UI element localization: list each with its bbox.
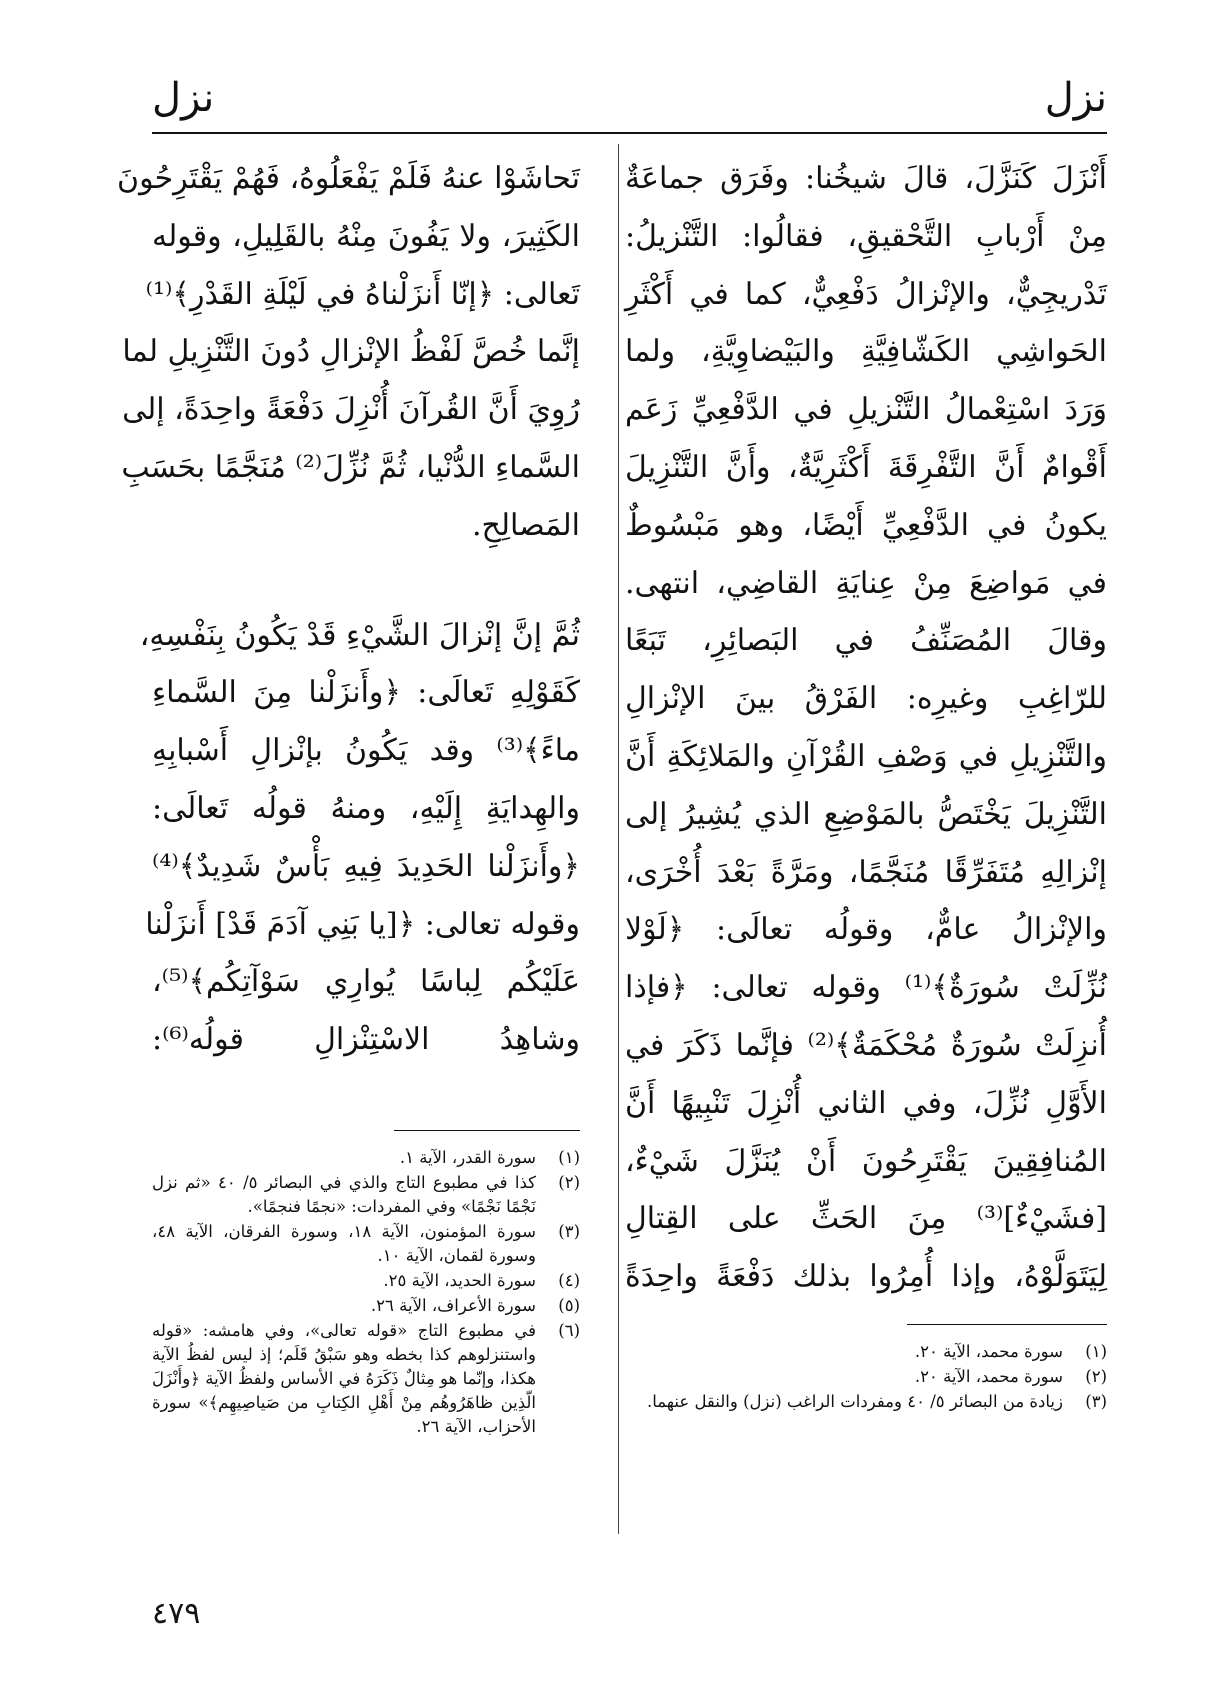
footnote-rule-right xyxy=(907,1324,1107,1325)
right-column xyxy=(625,150,1107,1306)
text-line: وقالَ المُصَنِّفُ في البَصائِرِ، تَبَعًا xyxy=(625,623,1107,659)
running-head-right: نزل xyxy=(1044,75,1107,121)
paragraph-gap xyxy=(152,555,580,607)
text-line: أُنزِلَتْ سُورَةٌ مُحْكَمَةٌ﴾⁽²⁾ فإنَّما ذَكَرَ في xyxy=(625,1027,1107,1063)
text-line: تَدْريجِيٌّ، والإنْزالُ دَفْعِيٌّ، كما في أَكْثَرِ xyxy=(625,276,1107,312)
header-rule xyxy=(152,132,1107,134)
text-line: [فشَيْءٌ]⁽³⁾ مِنَ الحَثِّ على القِتالِ xyxy=(625,1201,1107,1237)
text-line: كَقَوْلِهِ تَعالَى: ﴿وأَنزَلْنا مِنَ السَّماءِ xyxy=(152,675,580,711)
footnote-number: (٣) xyxy=(1085,1392,1107,1411)
footnote-number: (٢) xyxy=(558,1173,580,1192)
text-line: لِيَتَوَلَّوْهُ، وإذا أُمِرُوا بذلك دَفْعَةً واحِدَةً xyxy=(625,1259,1107,1295)
text-line: الكَثِيرَ، ولا يَفُونَ مِنْهُ بالقَلِيلِ، وقوله xyxy=(152,218,580,254)
text-line: والهِدايَةِ إِلَيْهِ، ومنهُ قولُه تَعالَى: xyxy=(152,790,580,826)
text-line: مِنْ أَرْبابِ التَّحْقيقِ، فقالُوا: التَّنْزيلُ: xyxy=(625,218,1107,254)
text-line: رُوِيَ أَنَّ القُرآنَ أُنْزِلَ دَفْعَةً واحِدَةً، إلى xyxy=(122,392,580,428)
footnote-text: سورة القدر، الآية ١. xyxy=(399,1148,536,1167)
footnote-number: (٦) xyxy=(558,1321,580,1340)
text-line: والإنْزالُ عامٌّ، وقولُه تعالَى: ﴿لَوْلا xyxy=(625,912,1107,948)
text-line: عَلَيْكُم لِباسًا يُوارِي سَوْآتِكُم﴾⁽⁵⁾، xyxy=(152,964,580,1000)
footnote xyxy=(152,1294,580,1318)
text-line: وَرَدَ اسْتِعْمالُ التَّنْزيلِ في الدَّفْعِيِّ زَعَم xyxy=(625,392,1107,428)
footnote xyxy=(152,1220,580,1268)
text-line: المَصالِحِ. xyxy=(471,507,580,543)
text-line: نُزِّلَتْ سُورَةٌ﴾⁽¹⁾ وقوله تعالى: ﴿فإذا xyxy=(625,970,1107,1006)
footnote-text: كذا في مطبوع التاج والذي في البصائر ٥/ ٤٠ «ثم نزل نَجْمًا نَجْمًا» وفي المفردات: «نجمًا فنجمًا». xyxy=(152,1173,536,1216)
text-line: إنْزالِهِ مُتَفَرِّقًا مُنَجَّمًا، ومَرَّةً بَعْدَ أُخْرَى، xyxy=(625,854,1107,890)
text-line: أَنْزَلَ كَنَزَّلَ، قالَ شيخُنا: وفَرَق جماعَةٌ xyxy=(625,161,1107,196)
footnote-text: سورة المؤمنون، الآية ١٨، وسورة الفرقان، الآية ٤٨، وسورة لقمان، الآية ١٠. xyxy=(152,1222,536,1265)
footnote xyxy=(625,1365,1107,1389)
footnote xyxy=(152,1171,580,1219)
footnote xyxy=(152,1146,580,1170)
text-line: أَقْوامٌ أَنَّ التَّفْرِقَةَ أَكْثَرِيَّةٌ، وأَنَّ التَّنْزِيلَ xyxy=(625,449,1107,485)
footnote-text: سورة الأعراف، الآية ٢٦. xyxy=(370,1296,536,1315)
text-line: المُنافِقِينَ يَقْتَرِحُونَ أَنْ يُنَزَّلَ شَيْءٌ، xyxy=(625,1143,1107,1179)
text-line: السَّماءِ الدُّنْيا، ثُمَّ نُزِّلَ⁽²⁾ مُنَجَّمًا بحَسَبِ xyxy=(121,449,580,485)
text-line: تَحاشَوْا عنهُ فَلَمْ يَفْعَلُوهُ، فَهُمْ يَقْتَرِحُونَ xyxy=(117,161,580,196)
footnote-text: سورة الحديد، الآية ٢٥. xyxy=(383,1271,536,1290)
left-column xyxy=(117,150,580,1069)
text-line: الأَوَّلِ نُزِّلَ، وفي الثاني أُنْزِلَ تَنْبِيهًا أَنَّ xyxy=(625,1085,1107,1121)
footnote-number: (١) xyxy=(1085,1342,1107,1361)
footnote-rule-left xyxy=(394,1130,580,1131)
text-line: وشاهِدُ الاسْتِنْزالِ قولُه⁽⁶⁾: xyxy=(152,1022,580,1058)
footnote-text: زيادة من البصائر ٥/ ٤٠ ومفردات الراغب (نزل) والنقل عنهما. xyxy=(646,1392,1063,1411)
text-line: ﴿وأَنزَلْنا الحَدِيدَ فِيهِ بَأْسٌ شَدِيدٌ﴾⁽⁴⁾ xyxy=(152,848,580,884)
running-head-left: نزل xyxy=(152,75,215,121)
text-line: وقوله تعالى: ﴿[يا بَنِي آدَمَ قَدْ] أَنزَلْنا xyxy=(145,906,580,942)
column-divider xyxy=(618,144,619,1534)
footnote-number: (٤) xyxy=(558,1271,580,1290)
footnotes-left xyxy=(152,1146,580,1440)
text-line: إنَّما خُصَّ لَفْظُ الإنْزالِ دُونَ التَّنْزِيلِ لما xyxy=(122,334,580,370)
text-line: في مَواضِعَ مِنْ عِنايَةِ القاضِي، انتهى. xyxy=(625,565,1107,601)
footnote xyxy=(625,1340,1107,1364)
text-line: الحَواشِي الكَشّافِيَّةِ والبَيْضاوِيَّةِ، ولما xyxy=(625,334,1107,370)
footnote-number: (٣) xyxy=(558,1222,580,1241)
footnotes-right xyxy=(625,1340,1107,1415)
text-line: التَّنْزِيلَ يَخْتَصُّ بالمَوْضِعِ الذي يُشِيرُ إلى xyxy=(625,796,1107,832)
page-number: ٤٧٩ xyxy=(152,1596,201,1631)
footnote-text: في مطبوع التاج «قوله تعالى»، وفي هامشه: «قوله واستنزلوهم كذا بخطه وهو سَبْقُ قَلَم؛ إذ ليس لفظُ الآية هكذا، وإنّما هو مِثالٌ ذَكَرَهُ في الأساس ولفظُ الآية ﴿وأَنْزَلَ الّذِين ظاهَرُوهُم مِنْ أَهْلِ الكِتابِ من صَياصِيهِم﴾» سورة الأحزاب، الآية ٢٦. xyxy=(152,1321,536,1436)
text-line: والتَّنْزِيلِ في وَصْفِ القُرْآنِ والمَلائِكَةِ أَنَّ xyxy=(625,738,1107,774)
footnote xyxy=(152,1319,580,1439)
footnote-text: سورة محمد، الآية ٢٠. xyxy=(914,1367,1063,1386)
text-line: للرّاغِبِ وغيرِه: الفَرْقُ بينَ الإنْزالِ xyxy=(625,681,1107,717)
footnote xyxy=(625,1390,1107,1414)
text-line: يكونُ في الدَّفْعِيِّ أَيْضًا، وهو مَبْسُوطٌ xyxy=(625,507,1107,543)
footnote-number: (٢) xyxy=(1085,1367,1107,1386)
text-line: تَعالى: ﴿إنّا أَنزَلْناهُ في لَيْلَةِ القَدْرِ﴾⁽¹⁾ xyxy=(145,276,580,312)
footnote-number: (٥) xyxy=(558,1296,580,1315)
text-line: ماءً﴾⁽³⁾ وقد يَكُونُ بإنْزالِ أَسْبابِهِ xyxy=(152,733,580,769)
footnote-text: سورة محمد، الآية ٢٠. xyxy=(914,1342,1063,1361)
text-line: ثُمَّ إنَّ إنْزالَ الشَّيْءِ قَدْ يَكُونُ بِنَفْسِهِ، xyxy=(139,617,580,653)
footnote xyxy=(152,1269,580,1293)
footnote-number: (١) xyxy=(558,1148,580,1167)
